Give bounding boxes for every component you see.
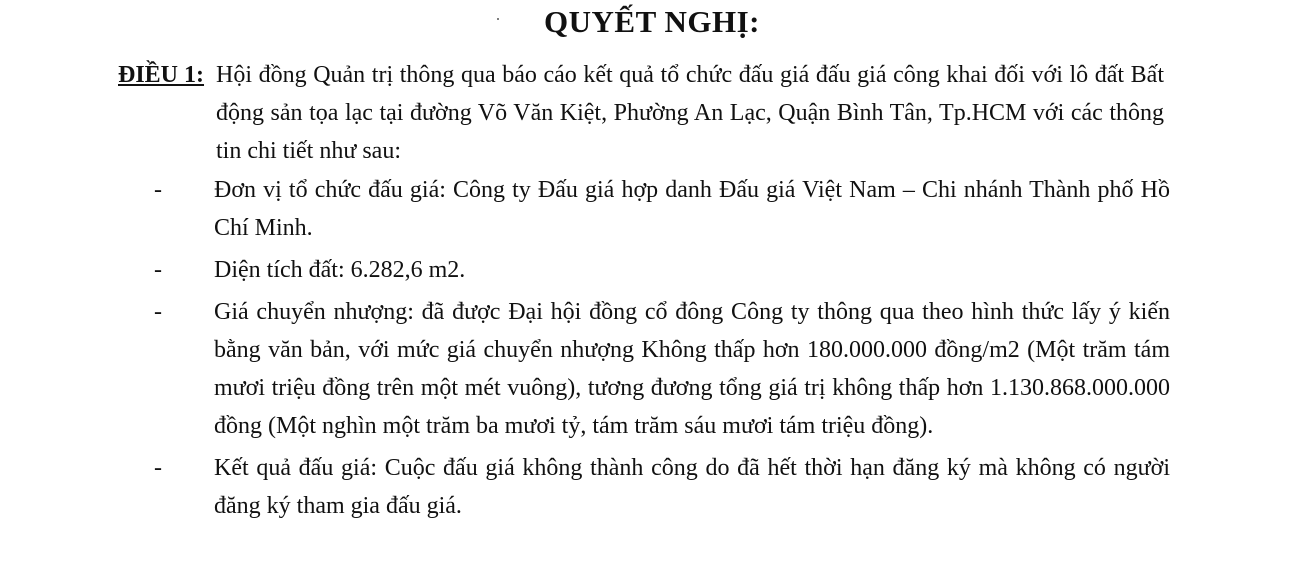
resolution-title: QUYẾT NGHỊ: bbox=[544, 4, 760, 39]
dash-marker: - bbox=[154, 299, 162, 325]
list-item-text: Kết quả đấu giá: Cuộc đấu giá không thành công do đã hết thời hạn đăng ký mà không có người đăng ký tham gia đấu giá. bbox=[214, 455, 1170, 519]
article-body: Hội đồng Quản trị thông qua báo cáo kết quả tổ chức đấu giá đấu giá công khai đối với lô đất Bất động sản tọa lạc tại đường Võ Văn Kiệt, Phường An Lạc, Quận Bình Tân, Tp.HCM với các thông tin chi tiết như sau: bbox=[216, 62, 1164, 164]
list-item-auction-organizer bbox=[150, 171, 1170, 247]
dash-marker: - bbox=[154, 177, 162, 203]
list-item-text: Giá chuyển nhượng: đã được Đại hội đồng cổ đông Công ty thông qua theo hình thức lấy ý kiến bằng văn bản, với mức giá chuyển nhượng Không thấp hơn 180.000.000 đồng/m2 (Một trăm tám mươi triệu đồng trên một mét vuông), tương đương tổng giá trị không thấp hơn 1.130.868.000.000 đồng (Một nghìn một trăm ba mươi tỷ, tám trăm sáu mươi tám triệu đồng). bbox=[214, 299, 1170, 439]
dash-marker: - bbox=[154, 257, 162, 283]
detail-list bbox=[150, 171, 1170, 529]
article-label: ĐIỀU 1: bbox=[118, 62, 205, 88]
list-item-land-area bbox=[150, 251, 1170, 289]
article-1 bbox=[118, 56, 1178, 170]
list-item-transfer-price bbox=[150, 293, 1170, 445]
list-item-text: Diện tích đất: 6.282,6 m2. bbox=[214, 257, 466, 283]
dash-marker: - bbox=[154, 455, 162, 481]
list-item-auction-result bbox=[150, 449, 1170, 525]
list-item-text: Đơn vị tổ chức đấu giá: Công ty Đấu giá hợp danh Đấu giá Việt Nam – Chi nhánh Thành phố Hồ Chí Minh. bbox=[214, 177, 1170, 241]
